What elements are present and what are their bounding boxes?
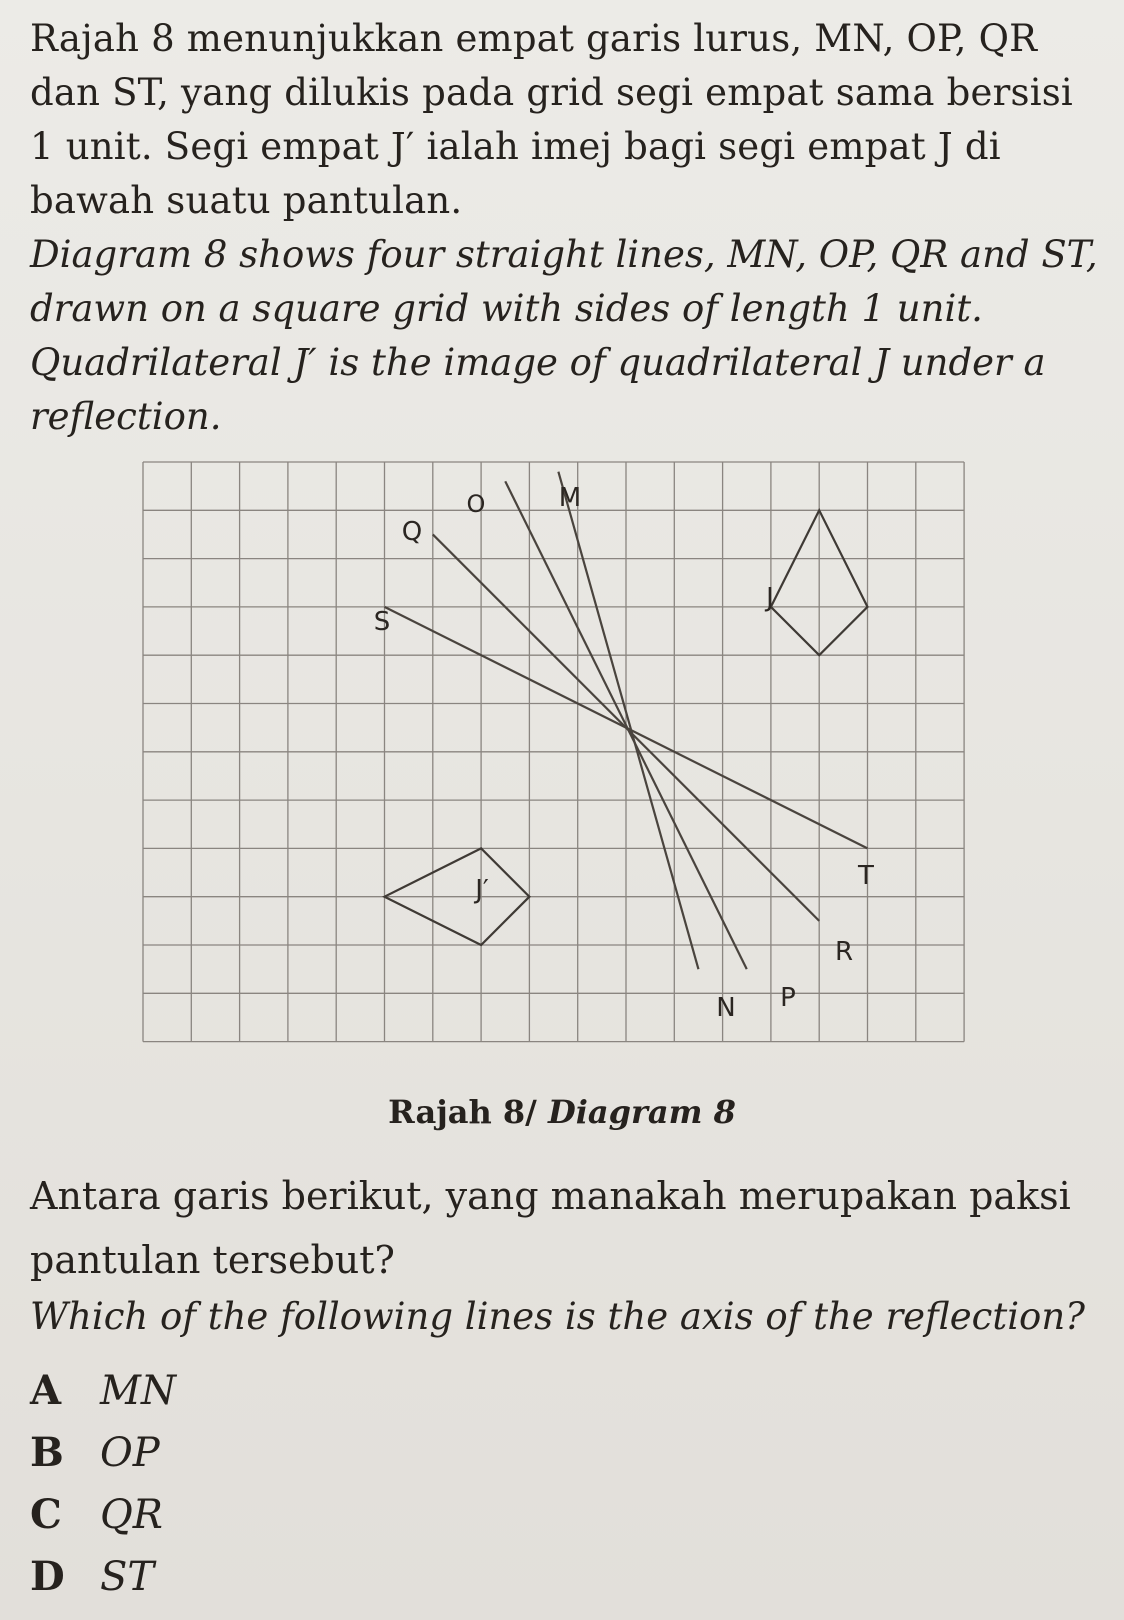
label-t: T xyxy=(858,861,874,891)
option-value: OP xyxy=(100,1430,160,1476)
question-malay: Antara garis berikut, yang manakah merupakan paksi pantulan tersebut? xyxy=(30,1174,1071,1282)
option-b[interactable] xyxy=(30,1422,630,1484)
option-letter: A xyxy=(30,1367,62,1414)
question-english: Which of the following lines is the axis of the reflection? xyxy=(30,1295,1085,1338)
option-value: MN xyxy=(100,1368,176,1414)
option-c[interactable] xyxy=(30,1484,630,1546)
option-letter: B xyxy=(30,1429,64,1476)
option-a[interactable] xyxy=(30,1360,630,1422)
answer-options xyxy=(30,1360,630,1608)
option-value: QR xyxy=(100,1492,163,1538)
label-j: J xyxy=(766,583,774,613)
option-value: ST xyxy=(100,1554,155,1600)
option-letter: C xyxy=(30,1491,62,1538)
label-s: S xyxy=(373,607,391,637)
caption-english: Diagram 8 xyxy=(536,1093,736,1131)
intro-english: Diagram 8 shows four straight lines, MN, OP, QR and ST, drawn on a square grid with sides of length 1 unit. Quadrilateral J′ is the image of quadrilateral J under a reflection. xyxy=(30,233,1098,438)
option-d[interactable] xyxy=(30,1546,630,1608)
line-mn xyxy=(558,472,698,969)
intro-malay: Rajah 8 menunjukkan empat garis lurus, MN, OP, QR dan ST, yang dilukis pada grid segi empat sama bersisi 1 unit. Segi empat J′ ialah imej bagi segi empat J di bawah suatu pantulan. xyxy=(30,17,1073,222)
label-r: R xyxy=(834,937,854,967)
caption-malay: Rajah 8/ xyxy=(388,1093,537,1131)
option-letter: D xyxy=(30,1553,65,1600)
label-j-image: J′ xyxy=(475,875,489,905)
label-n: N xyxy=(716,993,736,1023)
label-m: M xyxy=(558,483,582,513)
diagram-caption xyxy=(0,1092,1124,1132)
label-p: P xyxy=(780,983,796,1013)
label-o: O xyxy=(466,490,486,518)
label-q: Q xyxy=(401,517,423,547)
